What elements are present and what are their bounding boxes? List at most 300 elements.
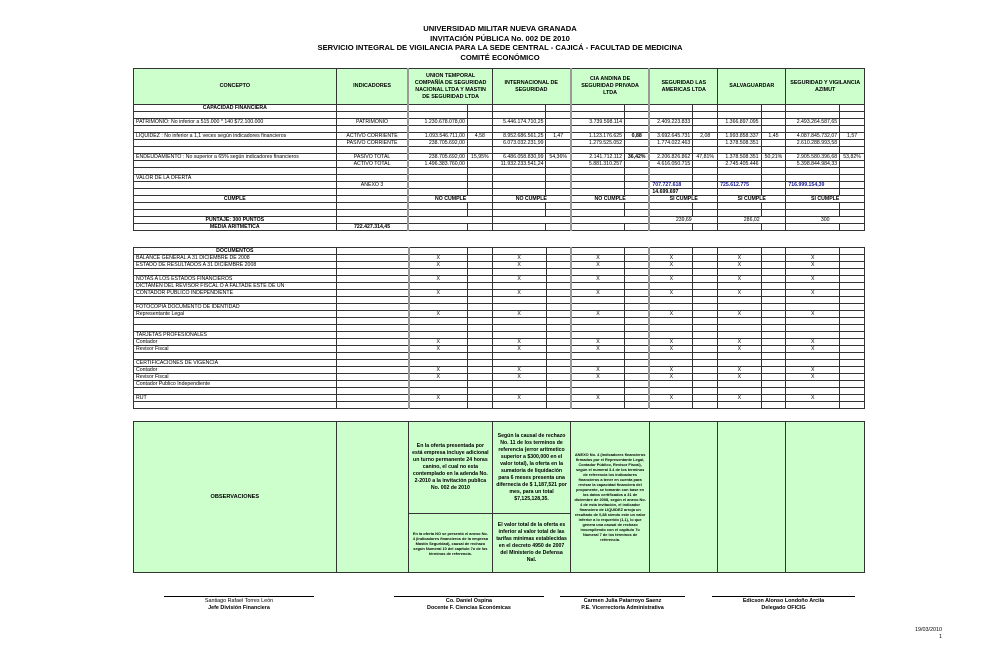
cell [625,339,650,346]
oferta-extra-row [134,189,865,196]
document-label [134,269,337,276]
observation-bidder-2-top: Según la causal de rechazo No. 11 de los terminos de referencia (error aritmetico superior a $300,000 en el valor total), la oferta en la sumatoria de liquidación para 6 meses presenta una difernecia de $ 1,187,521 por mes, para un total $7,125,128,35. [492,422,571,514]
cell [718,168,761,175]
cell [467,105,492,112]
cell [546,353,571,360]
document-check: X [786,311,840,318]
cell [761,388,786,395]
document-check [786,297,840,304]
bidder-value: 1.496.383.760,00 [408,161,467,168]
cell [718,112,761,119]
bidder-ratio [693,119,718,126]
cell [546,182,571,189]
cell [467,262,492,269]
signature-line [712,596,855,597]
cell [467,255,492,262]
document-label: Contador [134,339,337,346]
document-check: X [571,290,625,297]
cell [492,203,546,210]
cell [840,189,865,196]
cell [546,360,571,367]
cell [467,182,492,189]
cell [693,283,718,290]
cumple-status: NO CUMPLE [571,196,650,203]
document-check [649,381,692,388]
cell [840,276,865,283]
cell [336,175,408,182]
cell [693,388,718,395]
cell [693,147,718,154]
document-check: X [571,339,625,346]
puntaje-value [408,217,492,224]
cell [625,374,650,381]
document-check [649,297,692,304]
signature-3 [560,596,685,611]
cell [336,360,408,367]
cell [761,290,786,297]
cell [492,210,546,217]
cell [693,276,718,283]
bidder-value: 2.905.580.396,68 [786,154,840,161]
header-bidder-3: CIA ANDINA DE SEGURIDAD PRIVADA LTDA [571,69,650,105]
cell [546,276,571,283]
cell [693,325,718,332]
bidder-value: 2.745.405.446 [718,161,761,168]
cell [134,210,337,217]
document-check: X [492,262,546,269]
document-row [134,346,865,353]
liquidez-pasivo-row [134,140,865,147]
bidder-value: 238.705.692,00 [408,154,467,161]
document-row [134,339,865,346]
document-check [409,325,468,332]
puntaje-value: 300 [786,217,865,224]
cell [649,175,692,182]
cell [546,262,571,269]
document-check [409,353,468,360]
bidder-ratio [761,161,786,168]
document-check [492,360,546,367]
cell [546,367,571,374]
cell [693,255,718,262]
indicator-label: PASIVO TOTAL [336,154,408,161]
document-check [786,388,840,395]
cell [761,374,786,381]
document-check: X [649,262,692,269]
cell [571,175,625,182]
document-row [134,311,865,318]
bidder-value: 3.692.645.731 [649,133,692,140]
cell [336,112,408,119]
document-check: X [571,255,625,262]
cell [625,255,650,262]
document-check: X [571,262,625,269]
cell [761,189,786,196]
document-check [718,297,761,304]
concept-label [134,161,337,168]
cell [840,105,865,112]
document-check [492,269,546,276]
document-label: RUT [134,395,337,402]
cell [336,339,408,346]
cell [718,210,761,217]
signature-line [394,596,544,597]
document-check: X [492,339,546,346]
document-check: X [649,255,692,262]
bidder-value: 1.378.508.351 [718,140,761,147]
cell [649,248,692,255]
document-label [134,318,337,325]
cell [571,203,625,210]
cell [693,297,718,304]
document-title [0,24,1000,62]
cell [840,297,865,304]
blank-row [134,168,865,175]
cumple-status: NO CUMPLE [408,196,492,203]
document-check [492,332,546,339]
cell [625,297,650,304]
document-check: X [786,290,840,297]
signature-name: Edicson Alonso Londoño Arcila [742,598,825,604]
document-label [134,353,337,360]
cell [336,304,408,311]
document-check: X [409,276,468,283]
cell [546,203,571,210]
cell [786,203,840,210]
section-title: CAPACIDAD FINANCIERA [134,105,337,112]
signature-role: Docente F. Ciencias Económicas [427,604,511,611]
cell [786,168,840,175]
cell [467,276,492,283]
cell [467,311,492,318]
bidder-ratio: 36,42% [625,154,650,161]
bidder-value: 1.378.508.351 [718,154,761,161]
cell [761,381,786,388]
document-check: X [649,290,692,297]
cell [693,203,718,210]
document-check: X [571,374,625,381]
document-check: X [571,311,625,318]
indicator-label: PASIVO CORRIENTE [336,140,408,147]
cell [571,210,625,217]
cell [336,395,408,402]
cell [571,168,625,175]
blank-row [134,203,865,210]
cell [134,168,337,175]
cell [336,283,408,290]
document-check [649,402,692,409]
cell [546,304,571,311]
bidder-value: 1.123.176.625 [571,133,625,140]
observations-table [133,421,865,573]
signature-line [560,596,685,597]
cell [786,112,840,119]
cell [492,248,546,255]
blank-row [134,126,865,133]
document-check: X [649,395,692,402]
bidder-ratio [840,119,865,126]
document-check: X [649,311,692,318]
document-row [134,304,865,311]
document-check: X [492,276,546,283]
cell [625,304,650,311]
cell [336,311,408,318]
document-check [649,360,692,367]
bidder-ratio [467,140,492,147]
oferta-extra: 14.699.697 [649,189,692,196]
signature-name: Co. Daniel Ospina [445,598,493,604]
cell [336,332,408,339]
signature-2 [394,596,544,611]
cumple-status: SI CUMPLE [718,196,786,203]
cell [336,290,408,297]
bidder-ratio: 15,95% [467,154,492,161]
document-check [718,283,761,290]
cell [336,210,408,217]
cell [840,353,865,360]
document-check [786,269,840,276]
header-bidder-5: SALVAGUARDAR [718,69,786,105]
cell [467,395,492,402]
document-check: X [718,255,761,262]
cell [546,374,571,381]
observation-bidder-3: ANEXO No. 4 (Indicadores financieros firmados por el Representante Legal, Contador Público, Revisor Fiscal), según el numeral 3.4 de los terminos de referencia los indicadores financieros a tener en cuenta para revisar la capacidad financiera del proponente, se tomarán con base en los datos certificados a 31 de diciembre de 2008, según el anexo No. 4 de esta invitación, el indicador financiero de LIQUIDEZ arroja un resultado de 0,88 siendo este un valor inferior a lo requerido (1,1), lo que genera una causal de rechazo incumpliendo con el capitulo 7o Numeral 7 de los términos de referencia. [571,422,650,573]
cell [761,105,786,112]
document-label [134,325,337,332]
documents-title-row [134,248,865,255]
cell [718,248,761,255]
bidder-ratio: 1,47 [546,133,571,140]
title-committee: COMITÉ ECONÓMICO [460,52,540,62]
document-label: Contador Publico Independiente [134,381,337,388]
cell [546,248,571,255]
cell [625,388,650,395]
cell [693,374,718,381]
cell [336,367,408,374]
document-check: X [649,367,692,374]
document-check [409,360,468,367]
cell [467,339,492,346]
cell [546,175,571,182]
oferta-value: 707.727.618 [649,182,692,189]
cell [546,311,571,318]
cell [492,168,546,175]
document-check [492,381,546,388]
bidder-ratio [546,161,571,168]
indicator-label: ACTIVO CORRIENTE [336,133,408,140]
oferta-title-row [134,175,865,182]
cell [625,290,650,297]
cell [336,276,408,283]
document-check [718,318,761,325]
bidder-value: 3.739.598.114 [571,119,625,126]
title-invitation: INVITACIÓN PÚBLICA No. 002 DE 2010 [430,33,570,43]
document-label [134,297,337,304]
financial-section [134,105,865,231]
cell [761,311,786,318]
document-check [649,332,692,339]
cell [336,353,408,360]
cell [840,318,865,325]
observation-bidder-2-bottom: El valor total de la oferta es inferior al valor total de las tarifas mínimas establecidas en el decreto 4950 de 2007 del Ministerio de Defensa Nal. [492,514,571,573]
cell [693,290,718,297]
bidder-ratio [625,161,650,168]
cell [761,147,786,154]
document-check [492,297,546,304]
cell [693,353,718,360]
bidder-value: 2.141.712.112 [571,154,625,161]
document-check [718,304,761,311]
document-label: CERTIFICACIONES DE VIGENCIA [134,360,337,367]
bidder-ratio: 4,58 [467,133,492,140]
header-indicadores: INDICADORES [336,69,408,105]
cell [649,168,692,175]
puntaje-value: 286,02 [718,217,786,224]
cell [625,311,650,318]
document-label: Representante Legal [134,311,337,318]
cell [761,248,786,255]
cell [761,255,786,262]
observation-bidder-6 [786,422,865,573]
bidder-value: 238.705.692,00 [408,140,467,147]
document-check [786,283,840,290]
cell [467,325,492,332]
cell [761,318,786,325]
cell [625,147,650,154]
cell [761,346,786,353]
bidder-ratio [840,140,865,147]
signature-line [164,596,314,597]
signature-1 [164,596,314,611]
oferta-value [571,182,625,189]
cell [693,210,718,217]
cell [336,105,408,112]
cell [467,248,492,255]
cell [761,395,786,402]
document-check: X [649,339,692,346]
bidder-value: 1.230.678.078,00 [408,119,467,126]
document-check [786,353,840,360]
document-row [134,325,865,332]
cell [134,182,337,189]
cell [467,269,492,276]
cell [408,126,467,133]
cell [840,248,865,255]
document-check: X [409,262,468,269]
bidder-ratio: 50,21% [761,154,786,161]
cell [134,112,337,119]
cell [693,360,718,367]
bidder-value: 1.774.022.463 [649,140,692,147]
cell [840,175,865,182]
cell [625,269,650,276]
cell [693,346,718,353]
document-check [409,269,468,276]
cell [840,210,865,217]
cell [134,126,337,133]
document-check [649,283,692,290]
cell [625,395,650,402]
bidder-value: 5.446.174.710,25 [492,119,546,126]
cell [336,402,408,409]
document-check: X [409,290,468,297]
cell [693,262,718,269]
cell [840,304,865,311]
document-label: TARJETAS PROFESIONALES [134,332,337,339]
cell [467,297,492,304]
oferta-extra [492,189,546,196]
cell [492,147,546,154]
cumple-row [134,196,865,203]
cell [840,182,865,189]
footer-date: 19/03/2010 [915,627,942,633]
cell [336,147,408,154]
cell [840,339,865,346]
evaluation-table [133,68,865,231]
cell [761,402,786,409]
document-check [718,269,761,276]
cell [840,374,865,381]
document-check [718,325,761,332]
document-check: X [492,290,546,297]
cell [546,297,571,304]
document-row [134,255,865,262]
cell [761,339,786,346]
cell [467,112,492,119]
cell [761,126,786,133]
document-check: X [409,255,468,262]
bidder-ratio [467,119,492,126]
cell [467,381,492,388]
bidder-value: 6.073.032.231,99 [492,140,546,147]
cell [467,353,492,360]
cell [546,381,571,388]
cell [546,395,571,402]
cell [693,381,718,388]
cell [761,297,786,304]
cell [840,360,865,367]
cell [625,175,650,182]
cell [649,210,692,217]
cell [625,248,650,255]
puntaje-row [134,217,865,224]
cell [625,224,650,231]
document-label: FOTOCOPIA DOCUMENTO DE IDENTIDAD [134,304,337,311]
cell [336,217,408,224]
document-row [134,374,865,381]
cell [649,105,692,112]
bidder-ratio [761,140,786,147]
section-title-row [134,105,865,112]
cell [546,210,571,217]
cell [467,175,492,182]
document-check [409,402,468,409]
cell [571,147,625,154]
cell [649,112,692,119]
cell [625,283,650,290]
cell [761,353,786,360]
document-row [134,360,865,367]
cell [625,332,650,339]
document-check [786,318,840,325]
cell [718,175,761,182]
document-label: Contador [134,367,337,374]
document-check [492,283,546,290]
cell [840,255,865,262]
cell [761,210,786,217]
documents-table [133,247,865,409]
document-check: X [718,262,761,269]
